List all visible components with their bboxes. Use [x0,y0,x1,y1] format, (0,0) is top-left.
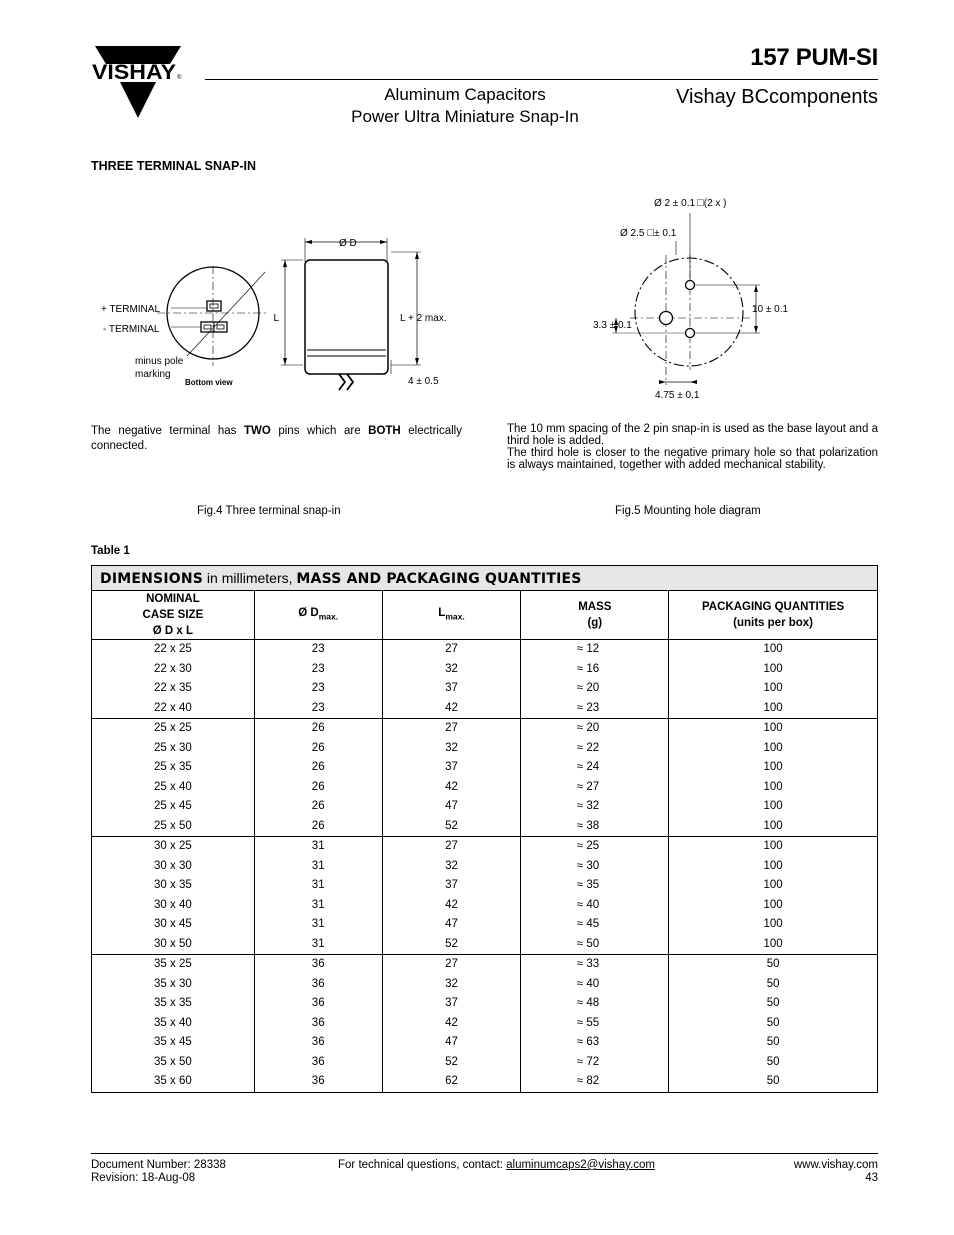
logo-text: VISHAY [92,61,176,84]
table-row [92,797,878,817]
fig5-caption: Fig.5 Mounting hole diagram [615,505,761,517]
subtitle-line-1: Aluminum Capacitors [384,85,546,104]
cell-mass: ≈ 48 [521,994,669,1014]
terminal-note-bold-1: TWO [243,425,271,437]
hole-upper [686,281,695,290]
diameter-label: Ø D [339,238,357,249]
cell-mass: ≈ 55 [521,1014,669,1034]
cell-packaging-qty: 100 [669,679,878,699]
page-number: 43 [865,1172,878,1184]
cell-diameter: 26 [254,758,382,778]
product-subtitle [335,84,595,128]
cell-mass: ≈ 20 [521,679,669,699]
table-row [92,857,878,877]
cell-mass: ≈ 63 [521,1033,669,1053]
cell-mass: ≈ 40 [521,896,669,916]
cell-length: 47 [382,1033,521,1053]
terminal-note-text-2: pins which are [270,425,369,437]
cell-mass: ≈ 40 [521,975,669,995]
cell-diameter: 31 [254,935,382,955]
cell-case-size: 30 x 25 [92,837,255,857]
cell-length: 27 [382,837,521,857]
cell-mass: ≈ 22 [521,739,669,759]
cell-case-size: 22 x 30 [92,660,255,680]
cell-packaging-qty: 100 [669,817,878,837]
cell-length: 37 [382,876,521,896]
table-row [92,660,878,680]
spacing-note-line-1: The 10 mm spacing of the 2 pin snap-in is used as the base layout and a third hole is added. [507,423,878,447]
table-row [92,1014,878,1034]
cell-diameter: 36 [254,994,382,1014]
pin-length-label: 4 ± 0.5 [408,376,439,387]
cell-diameter: 23 [254,699,382,719]
cell-case-size: 25 x 30 [92,739,255,759]
cell-packaging-qty: 100 [669,915,878,935]
fig5-mounting-hole-drawing [590,195,800,405]
cell-diameter: 31 [254,915,382,935]
header-rule [205,79,878,80]
dim-10-label: 10 ± 0.1 [752,304,789,315]
cell-length: 27 [382,955,521,975]
terminal-note-bold-2: BOTH [368,425,401,437]
table-row [92,817,878,837]
snap-in-pins [339,374,353,390]
cell-mass: ≈ 27 [521,778,669,798]
cell-length: 52 [382,1053,521,1073]
minus-terminal-label: - TERMINAL [103,324,160,335]
cell-diameter: 31 [254,896,382,916]
spacing-note-line-2: The third hole is closer to the negative primary hole so that polarization is always maintained, together with added mechanical stability. [507,447,878,471]
cell-diameter: 26 [254,797,382,817]
col-diameter: Ø $D_{max.}$ [254,591,382,640]
cell-case-size: 30 x 45 [92,915,255,935]
cell-packaging-qty: 50 [669,1033,878,1053]
cell-case-size: 35 x 50 [92,1053,255,1073]
page-title: 157 PUM-SI [750,44,878,71]
website-link[interactable]: www.vishay.com [793,1159,878,1171]
cell-case-size: 35 x 45 [92,1033,255,1053]
cell-packaging-qty: 100 [669,935,878,955]
svg-text:®: ® [177,75,182,81]
cell-diameter: 31 [254,857,382,877]
cell-mass: ≈ 30 [521,857,669,877]
cell-diameter: 36 [254,1014,382,1034]
cell-diameter: 36 [254,1072,382,1092]
terminal-note-text-3: electrically connected. [91,425,462,452]
vishay-logo [90,44,185,122]
cell-diameter: 36 [254,1033,382,1053]
table-row [92,1053,878,1073]
cell-mass: ≈ 45 [521,915,669,935]
cell-length: 32 [382,660,521,680]
cell-mass: ≈ 82 [521,1072,669,1092]
cell-packaging-qty: 50 [669,975,878,995]
cell-packaging-qty: 100 [669,640,878,660]
contact-prefix: For technical questions, contact: [338,1159,507,1171]
dim-475-label: 4.75 ± 0.1 [655,390,700,401]
table-row [92,955,878,975]
revision: Revision: 18-Aug-08 [91,1172,196,1184]
subtitle-line-2: Power Ultra Miniature Snap-In [351,107,579,126]
cell-mass: ≈ 12 [521,640,669,660]
table-row [92,876,878,896]
cell-mass: ≈ 50 [521,935,669,955]
cell-packaging-qty: 100 [669,739,878,759]
table-row [92,994,878,1014]
cell-diameter: 26 [254,739,382,759]
cell-length: 42 [382,896,521,916]
footer-site [794,1159,878,1185]
terminal-note [91,424,462,454]
cell-packaging-qty: 100 [669,778,878,798]
cell-length: 32 [382,975,521,995]
table-label: Table 1 [91,545,130,557]
cell-diameter: 23 [254,660,382,680]
cell-diameter: 26 [254,817,382,837]
fig4-caption: Fig.4 Three terminal snap-in [197,505,341,517]
table-row [92,915,878,935]
section-title: THREE TERMINAL SNAP-IN [91,159,257,173]
cell-packaging-qty: 50 [669,994,878,1014]
table-row [92,679,878,699]
cell-case-size: 35 x 35 [92,994,255,1014]
footer-rule [91,1153,878,1154]
table-row [92,975,878,995]
cell-mass: ≈ 72 [521,1053,669,1073]
cell-mass: ≈ 25 [521,837,669,857]
table-row [92,935,878,955]
plus-terminal-pin [207,301,221,311]
cell-length: 32 [382,739,521,759]
minus-pole-label-1: minus pole [135,356,184,367]
cell-packaging-qty: 50 [669,1053,878,1073]
hole-primary [660,312,673,325]
cell-diameter: 36 [254,1053,382,1073]
cell-length: 52 [382,817,521,837]
cell-length: 62 [382,1072,521,1092]
cell-diameter: 36 [254,975,382,995]
table-row [92,896,878,916]
cell-mass: ≈ 32 [521,797,669,817]
cell-diameter: 26 [254,778,382,798]
table-row [92,778,878,798]
minus-pole-label-2: marking [135,369,171,380]
hole2-label: Ø 2 ± 0.1 □(2 x ) [654,197,727,209]
cell-mass: ≈ 20 [521,719,669,739]
cell-case-size: 30 x 40 [92,896,255,916]
cell-diameter: 26 [254,719,382,739]
table-body [92,640,878,1093]
col-packaging: PACKAGING QUANTITIES (units per box) [669,591,878,640]
table-row [92,719,878,739]
cell-length: 42 [382,699,521,719]
table-row [92,640,878,660]
cell-packaging-qty: 100 [669,797,878,817]
col-length: $L_{max.}$ [382,591,521,640]
cell-case-size: 25 x 50 [92,817,255,837]
length-max-label: L + 2 max. [400,313,447,324]
fig4-three-terminal-drawing [95,228,475,398]
cell-case-size: 35 x 25 [92,955,255,975]
cell-length: 47 [382,915,521,935]
table-row [92,699,878,719]
cell-mass: ≈ 16 [521,660,669,680]
col-mass: MASS (g) [521,591,669,640]
plus-terminal-label: + TERMINAL [101,304,160,315]
cell-mass: ≈ 33 [521,955,669,975]
spacing-note [507,423,878,471]
cell-packaging-qty: 100 [669,758,878,778]
col-case-size: NOMINAL CASE SIZE Ø D x L [92,591,255,640]
cell-packaging-qty: 100 [669,857,878,877]
cell-packaging-qty: 100 [669,837,878,857]
table-row [92,1033,878,1053]
cell-length: 47 [382,797,521,817]
cell-case-size: 25 x 35 [92,758,255,778]
cell-case-size: 25 x 25 [92,719,255,739]
cell-case-size: 30 x 30 [92,857,255,877]
cell-case-size: 22 x 35 [92,679,255,699]
table-row [92,837,878,857]
cell-case-size: 22 x 25 [92,640,255,660]
cell-length: 37 [382,679,521,699]
cell-case-size: 35 x 30 [92,975,255,995]
contact-email-link[interactable]: aluminumcaps2@vishay.com [506,1159,656,1171]
cell-length: 42 [382,778,521,798]
cell-packaging-qty: 100 [669,896,878,916]
cell-case-size: 25 x 45 [92,797,255,817]
cell-case-size: 30 x 50 [92,935,255,955]
table-row [92,1072,878,1092]
cell-packaging-qty: 100 [669,876,878,896]
hole-lower [686,329,695,338]
cell-length: 37 [382,994,521,1014]
cell-mass: ≈ 35 [521,876,669,896]
cell-case-size: 35 x 60 [92,1072,255,1092]
brand-name: Vishay BCcomponents [676,86,878,108]
footer-doc-info [91,1159,226,1185]
cell-packaging-qty: 100 [669,719,878,739]
cell-mass: ≈ 23 [521,699,669,719]
length-label: L [273,313,279,324]
cell-packaging-qty: 50 [669,1014,878,1034]
cell-case-size: 25 x 40 [92,778,255,798]
cell-length: 42 [382,1014,521,1034]
cell-length: 32 [382,857,521,877]
terminal-note-text-1: The negative terminal has [91,425,244,437]
table-row [92,758,878,778]
cell-diameter: 36 [254,955,382,975]
cell-diameter: 31 [254,876,382,896]
mounting-outline [635,258,743,366]
table-row [92,739,878,759]
table-title: DIMENSIONS in millimeters, MASS AND PACKAGING QUANTITIES [92,566,878,591]
dim-33-label: 3.3 ± 0.1 [593,320,632,331]
capacitor-body [305,260,388,374]
cell-length: 27 [382,719,521,739]
footer-contact [338,1159,655,1172]
cell-packaging-qty: 50 [669,1072,878,1092]
cell-packaging-qty: 50 [669,955,878,975]
cell-case-size: 30 x 35 [92,876,255,896]
cell-length: 27 [382,640,521,660]
cell-diameter: 23 [254,679,382,699]
cell-packaging-qty: 100 [669,699,878,719]
cell-length: 37 [382,758,521,778]
doc-number: Document Number: 28338 [91,1159,226,1171]
cell-mass: ≈ 24 [521,758,669,778]
cell-diameter: 31 [254,837,382,857]
bottom-view-label: Bottom view [185,378,233,387]
cell-length: 52 [382,935,521,955]
dimensions-table [91,565,878,1093]
cell-packaging-qty: 100 [669,660,878,680]
cell-mass: ≈ 38 [521,817,669,837]
cell-diameter: 23 [254,640,382,660]
cell-case-size: 22 x 40 [92,699,255,719]
hole25-label: Ø 2.5 □± 0.1 [620,227,677,239]
cell-case-size: 35 x 40 [92,1014,255,1034]
